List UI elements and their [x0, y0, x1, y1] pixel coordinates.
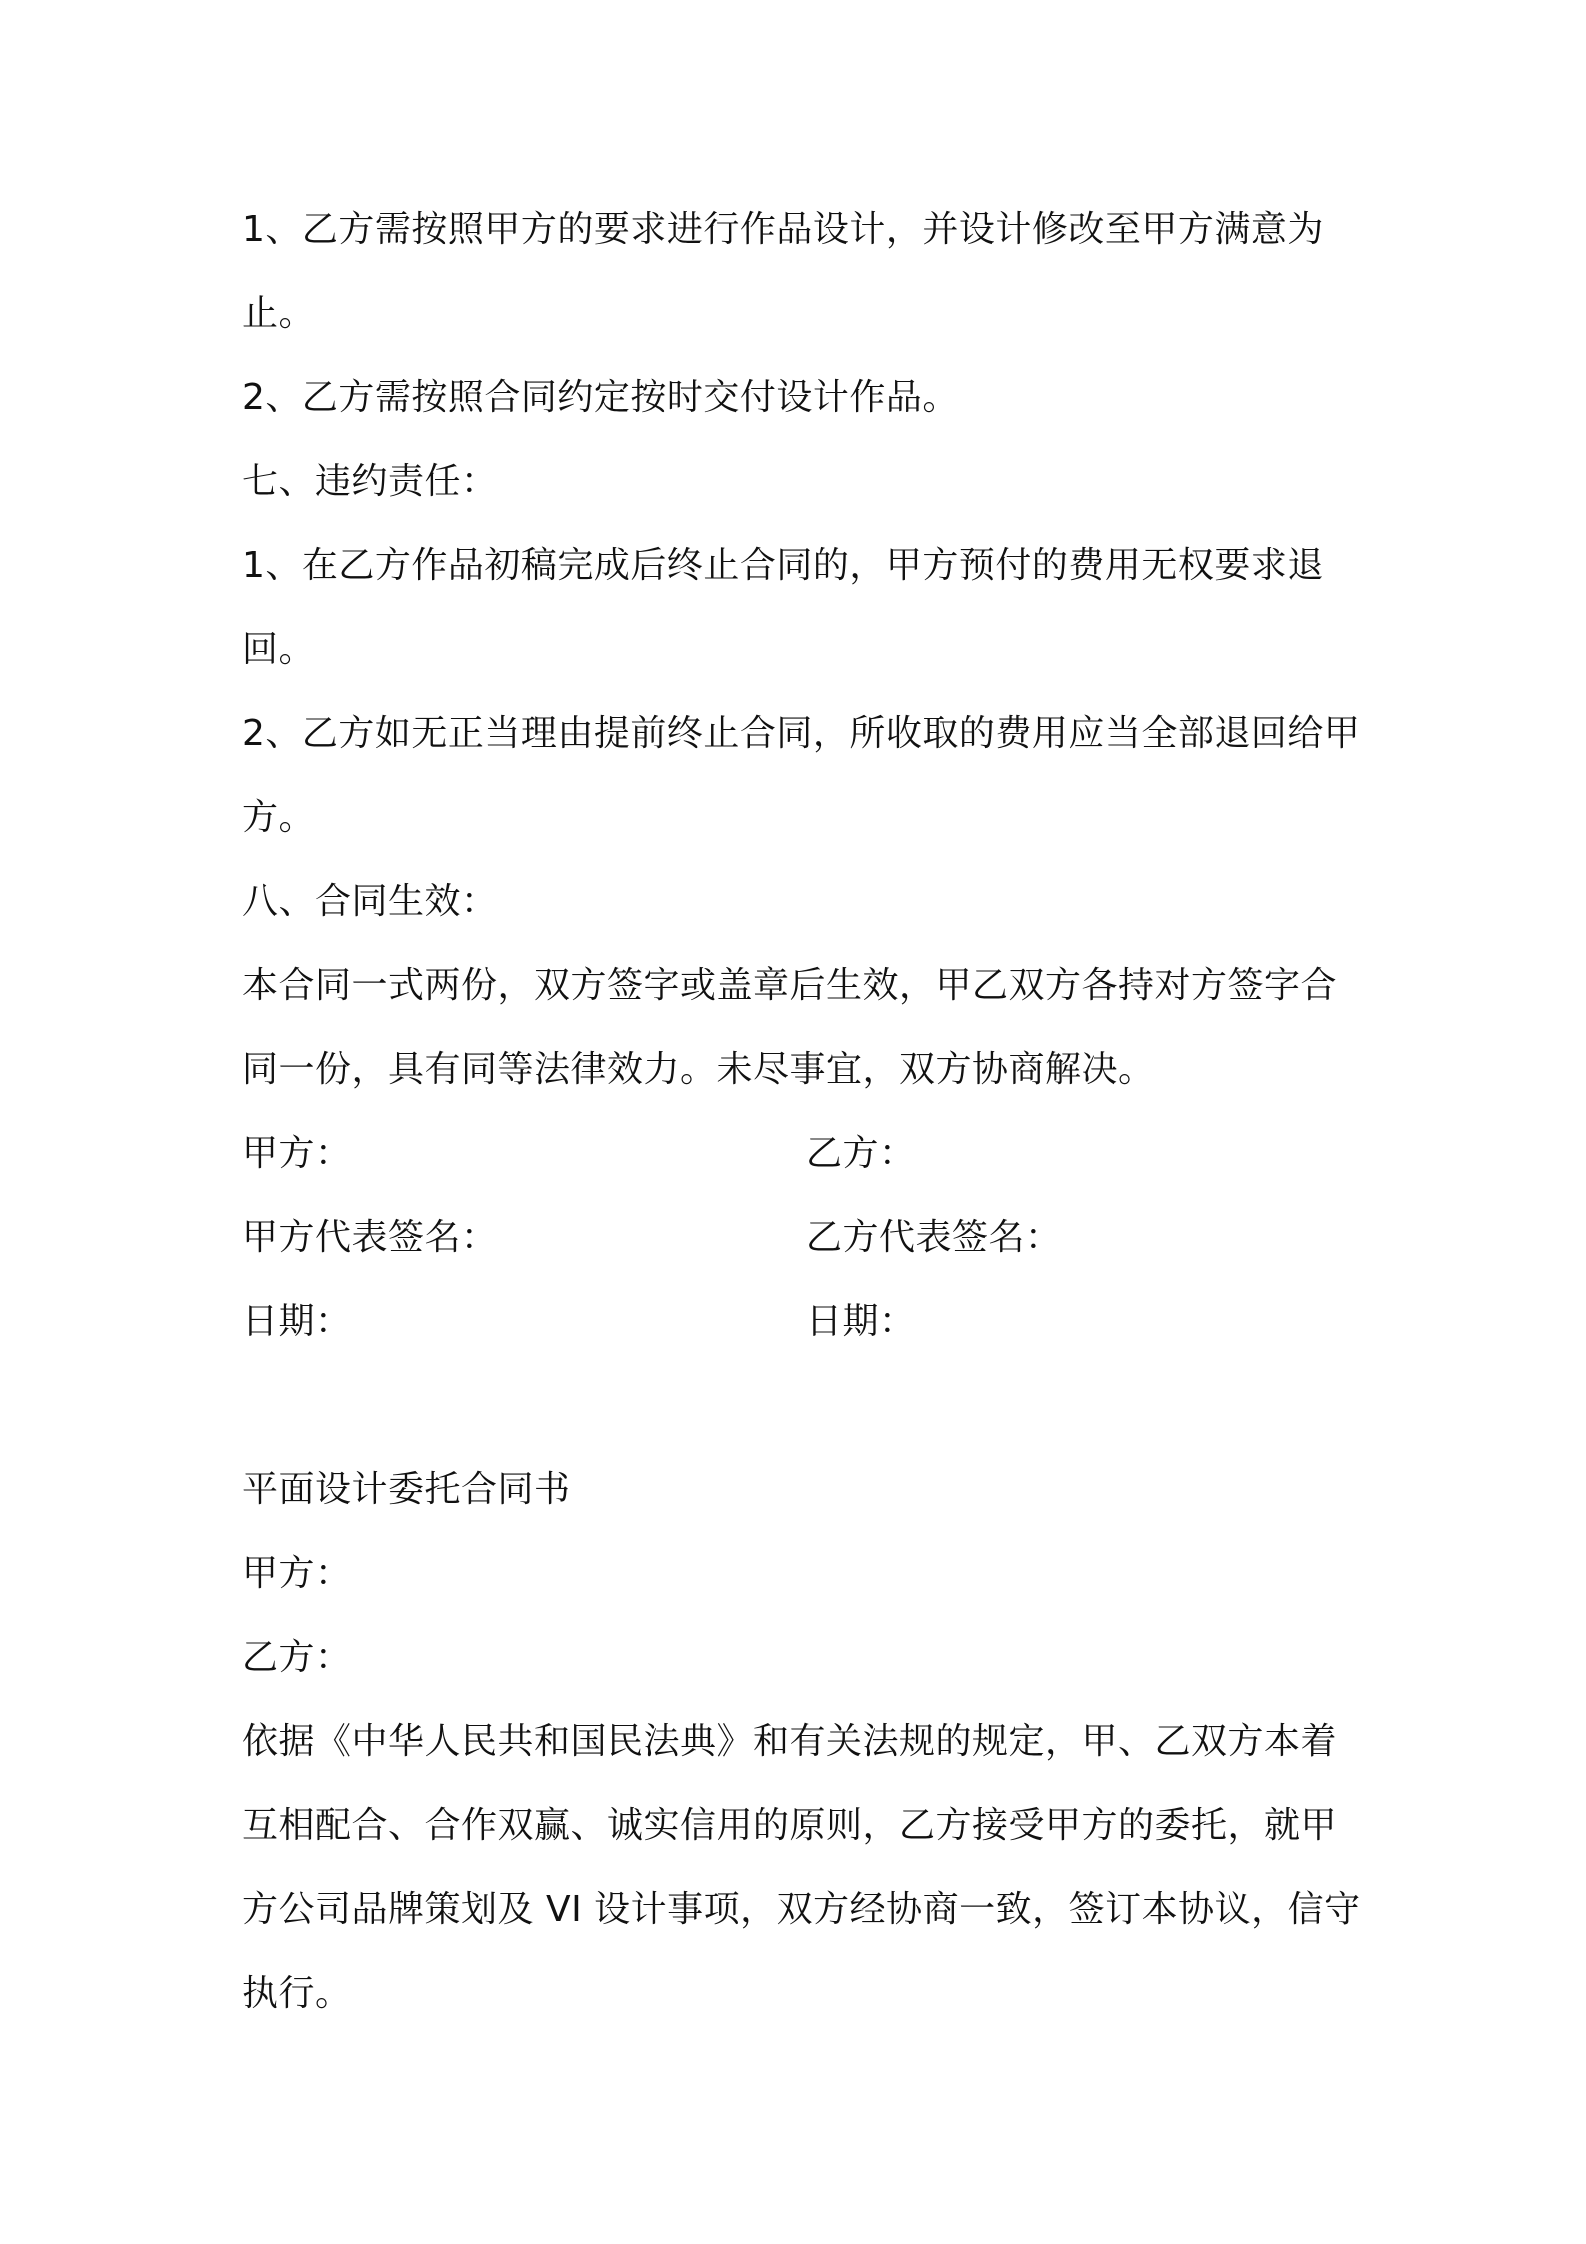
contract-title: 平面设计委托合同书: [242, 1469, 571, 1510]
party-a-line: 甲方：: [242, 1553, 352, 1594]
clause-1-text: 1、乙方需按照甲方的要求进行作品设计，并设计修改至甲方满意为止。: [242, 209, 1324, 334]
section-8-heading: 八、合同生效：: [242, 881, 498, 922]
section-7-heading: 七、违约责任：: [242, 461, 498, 502]
effectiveness-text: 本合同一式两份，双方签字或盖章后生效，甲乙双方各持对方签字合同一份，具有同等法律效力。未尽事宜，双方协商解决。: [242, 965, 1338, 1090]
party-b-date-label: 日期：: [806, 1301, 916, 1342]
party-b-rep-label: 乙方代表签名：: [806, 1217, 1062, 1258]
preamble-text: 依据《中华人民共和国民法典》和有关法规的规定，甲、乙双方本着互相配合、合作双赢、诚实信用的原则，乙方接受甲方的委托，就甲方公司品牌策划及 VI 设计事项，双方经协商一致，签订本协议，信守执行。: [242, 1721, 1361, 2014]
breach-clause-1-text: 1、在乙方作品初稿完成后终止合同的，甲方预付的费用无权要求退回。: [242, 545, 1324, 670]
clause-2-text: 2、乙方需按照合同约定按时交付设计作品。: [242, 377, 959, 418]
party-a-rep-label: 甲方代表签名：: [242, 1217, 498, 1258]
party-b-label: 乙方：: [806, 1133, 916, 1174]
party-a-date-label: 日期：: [242, 1301, 352, 1342]
party-a-label: 甲方：: [242, 1133, 352, 1174]
breach-clause-2-text: 2、乙方如无正当理由提前终止合同，所收取的费用应当全部退回给甲方。: [242, 713, 1361, 838]
party-b-line: 乙方：: [242, 1637, 352, 1678]
